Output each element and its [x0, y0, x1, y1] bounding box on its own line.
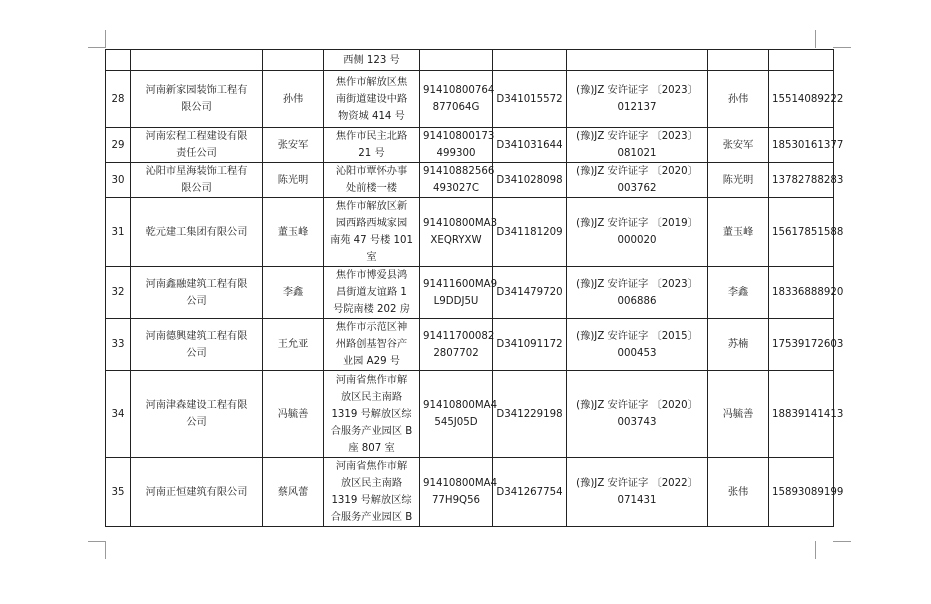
- safety-cert-cell: [567, 50, 708, 71]
- legal-rep-cell: [263, 371, 324, 458]
- qualification-no-text: D341015572: [496, 93, 563, 105]
- address-text: 处前楼一楼: [346, 183, 397, 194]
- address-cell: [324, 319, 420, 371]
- company-text: 限公司: [181, 102, 212, 113]
- address-text: 沁阳市覃怀办事: [335, 166, 408, 177]
- company-text: 乾元建工集团有限公司: [145, 226, 248, 238]
- credit-code-text: L9DDJ5U: [433, 295, 479, 307]
- credit-code-cell: [420, 71, 493, 128]
- qualification-no-cell: [493, 267, 567, 319]
- address-cell: [324, 198, 420, 267]
- safety-cert-text: (豫)JZ 安许证字 〔2023〕: [576, 131, 698, 142]
- no-cell: [106, 458, 131, 527]
- address-line: 西侧 123 号: [343, 54, 400, 66]
- phone-cell: [769, 71, 844, 128]
- company-text: 公司: [186, 347, 207, 359]
- legal-rep-cell: [263, 319, 324, 371]
- address-text: 昌街道友谊路 1: [336, 287, 407, 298]
- address-text: 合服务产业园区 B: [330, 512, 413, 523]
- table-row: [106, 198, 834, 267]
- credit-code-cell: [420, 128, 493, 163]
- safety-cert-text: (豫)JZ 安许证字 〔2022〕: [576, 478, 698, 489]
- phone-text: 18839141413: [772, 408, 844, 420]
- legal-rep-cell: [263, 198, 324, 267]
- company-cell: [131, 128, 263, 163]
- credit-code-text: 91410800173: [423, 131, 495, 142]
- safety-cert-text: 071431: [617, 495, 657, 506]
- legal-rep-cell: [263, 128, 324, 163]
- table-row: [106, 128, 834, 163]
- legal-rep-cell: [263, 458, 324, 527]
- legal-rep-cell: [263, 71, 324, 128]
- address-text: 河南省焦作市解: [335, 461, 408, 472]
- address-text: 1319 号解放区综: [331, 408, 412, 420]
- table-row: [106, 319, 834, 371]
- credit-code-text: 91411600MA9: [423, 278, 498, 290]
- no-cell: [106, 371, 131, 458]
- manager-cell: [708, 319, 769, 371]
- phone-cell: [769, 50, 834, 71]
- address-text: 业园 A29 号: [343, 356, 400, 367]
- phone-cell: [769, 198, 844, 267]
- phone-cell: [769, 319, 844, 371]
- safety-cert-text: (豫)JZ 安许证字 〔2023〕: [576, 85, 698, 96]
- credit-code-text: 91410800MA3: [423, 218, 498, 229]
- address-text: 座 807 室: [348, 442, 395, 454]
- company-text: 河南津森建设工程有限: [145, 400, 248, 411]
- address-text: 焦作市示范区神: [335, 322, 408, 333]
- safety-cert-text: (豫)JZ 安许证字 〔2019〕: [576, 218, 698, 229]
- credit-code-text: 91411700082: [423, 330, 495, 342]
- table-row: [106, 267, 834, 319]
- table-row-continued: [106, 50, 834, 71]
- address-cell: [324, 267, 420, 319]
- company-cell: [131, 267, 263, 319]
- credit-code-cell: [420, 163, 493, 198]
- address-cell: [324, 458, 420, 527]
- no-text: 31: [111, 226, 125, 238]
- legal-rep-text: 陈光明: [277, 174, 309, 186]
- no-cell: [106, 319, 131, 371]
- company-cell: [131, 458, 263, 527]
- manager-text: 张伟: [727, 486, 749, 498]
- qualification-no-text: D341181209: [496, 226, 563, 238]
- phone-cell: [769, 267, 844, 319]
- legal-rep-text: 王允亚: [277, 339, 309, 350]
- safety-cert-text: (豫)JZ 安许证字 〔2020〕: [576, 166, 698, 177]
- address-cell: [324, 128, 420, 163]
- credit-code-text: 2807702: [433, 347, 479, 359]
- no-cell: [106, 50, 131, 71]
- company-cell: [131, 163, 263, 198]
- safety-cert-cell: [567, 71, 708, 128]
- qualification-no-cell: [493, 50, 567, 71]
- company-text: 河南正恒建筑有限公司: [145, 486, 248, 498]
- address-cell: [324, 371, 420, 458]
- credit-code-cell: [420, 50, 493, 71]
- phone-text: 13782788283: [772, 174, 844, 186]
- legal-rep-cell: [263, 267, 324, 319]
- qualification-no-cell: [493, 163, 567, 198]
- manager-cell: [708, 458, 769, 527]
- safety-cert-text: 000453: [617, 347, 657, 359]
- manager-cell: [708, 198, 769, 267]
- phone-text: 15514089222: [772, 93, 844, 105]
- manager-cell: [708, 163, 769, 198]
- safety-cert-text: 012137: [617, 102, 657, 113]
- no-cell: [106, 71, 131, 128]
- legal-rep-text: 孙伟: [282, 93, 304, 105]
- address-text: 号院南楼 202 房: [333, 304, 410, 315]
- safety-cert-text: 006886: [617, 295, 657, 307]
- address-text: 园西路西城家园: [335, 218, 408, 229]
- address-text: 南街道建设中路: [335, 93, 408, 105]
- safety-cert-cell: [567, 128, 708, 163]
- crop-mark-bottom-left-h: [88, 541, 106, 542]
- manager-cell: [708, 128, 769, 163]
- credit-code-text: 499300: [436, 148, 476, 159]
- no-text: 29: [111, 139, 125, 151]
- manager-text: 孙伟: [727, 93, 749, 105]
- safety-cert-cell: [567, 458, 708, 527]
- credit-code-text: XEQRYXW: [430, 235, 482, 246]
- qualification-no-text: D341479720: [496, 287, 563, 298]
- phone-cell: [769, 458, 844, 527]
- company-cell: [131, 319, 263, 371]
- credit-code-text: 91410882566: [423, 166, 495, 177]
- no-text: 35: [111, 486, 125, 498]
- safety-cert-text: 081021: [617, 148, 657, 159]
- credit-code-cell: [420, 319, 493, 371]
- phone-text: 18336888920: [772, 287, 844, 298]
- manager-cell: [708, 50, 769, 71]
- company-text: 河南鑫融建筑工程有限: [145, 278, 248, 290]
- company-text: 公司: [186, 417, 207, 428]
- safety-cert-cell: [567, 267, 708, 319]
- address-text: 放区民主南路: [340, 478, 403, 489]
- phone-cell: [769, 163, 844, 198]
- address-text: 南苑 47 号楼 101: [330, 235, 413, 246]
- company-text: 河南宏程工程建设有限: [145, 131, 248, 142]
- no-cell: [106, 128, 131, 163]
- table-row: [106, 458, 834, 527]
- manager-text: 董玉峰: [722, 226, 754, 238]
- table-row: [106, 371, 834, 458]
- no-text: 34: [111, 408, 125, 420]
- crop-mark-top-right-h: [833, 47, 851, 48]
- phone-text: 15893089199: [772, 486, 844, 498]
- company-text: 沁阳市星海装饰工程有: [145, 166, 248, 177]
- address-text: 焦作市民主北路: [335, 131, 408, 142]
- legal-rep-text: 冯毓善: [277, 408, 309, 420]
- manager-text: 冯毓善: [722, 408, 754, 420]
- table-row: [106, 71, 834, 128]
- address-text: 州路创基智谷产: [335, 339, 408, 350]
- qualification-no-text: D341091172: [496, 339, 563, 350]
- qualification-no-text: D341229198: [496, 408, 563, 420]
- qualification-no-cell: [493, 458, 567, 527]
- crop-mark-top-left-h: [88, 47, 106, 48]
- safety-cert-cell: [567, 163, 708, 198]
- legal-rep-text: 蔡风蕾: [277, 486, 309, 498]
- safety-cert-text: (豫)JZ 安许证字 〔2015〕: [576, 330, 698, 342]
- company-text: 公司: [186, 295, 207, 307]
- address-cell: [324, 163, 420, 198]
- company-text: 河南新家园装饰工程有: [145, 85, 248, 96]
- credit-code-text: 545J05D: [434, 417, 478, 428]
- qualification-no-text: D341031644: [496, 139, 563, 151]
- crop-mark-top-right-v: [815, 30, 816, 48]
- no-text: 30: [111, 174, 125, 186]
- company-text: 河南德興建筑工程有限: [145, 330, 248, 342]
- manager-text: 李鑫: [727, 287, 749, 298]
- crop-mark-bottom-left-v: [105, 541, 106, 559]
- legal-rep-cell: [263, 50, 324, 71]
- table-row: [106, 163, 834, 198]
- company-text: 限公司: [181, 183, 212, 194]
- address-text: 1319 号解放区综: [331, 495, 412, 506]
- qualification-no-cell: [493, 128, 567, 163]
- no-text: 32: [111, 287, 125, 298]
- address-text: 河南省焦作市解: [335, 374, 408, 386]
- qualification-no-cell: [493, 198, 567, 267]
- company-text: 责任公司: [176, 148, 217, 159]
- credit-code-text: 493027C: [432, 183, 479, 194]
- legal-rep-text: 张安军: [277, 139, 309, 151]
- company-cell: [131, 50, 263, 71]
- address-text: 焦作市解放区新: [335, 201, 408, 212]
- qualification-no-cell: [493, 71, 567, 128]
- manager-cell: [708, 267, 769, 319]
- legal-rep-cell: [263, 163, 324, 198]
- safety-cert-text: 000020: [617, 235, 657, 246]
- phone-text: 17539172603: [772, 339, 844, 350]
- crop-mark-bottom-right-v: [815, 541, 816, 559]
- safety-cert-cell: [567, 198, 708, 267]
- no-cell: [106, 163, 131, 198]
- no-text: 28: [111, 93, 125, 105]
- safety-cert-text: 003762: [617, 183, 657, 194]
- address-text: 室: [366, 252, 377, 263]
- table-body: [106, 50, 844, 527]
- company-cell: [131, 71, 263, 128]
- address-cell: [324, 50, 420, 71]
- address-cell: [324, 71, 420, 128]
- address-text: 焦作市博爱县鸿: [335, 270, 408, 281]
- legal-rep-text: 董玉峰: [277, 226, 309, 238]
- credit-code-text: 91410800MA4: [423, 400, 498, 411]
- address-text: 焦作市解放区焦: [335, 76, 408, 88]
- phone-cell: [769, 128, 844, 163]
- safety-cert-text: 003743: [617, 417, 657, 428]
- qualification-no-text: D341267754: [496, 486, 563, 498]
- crop-mark-top-left-v: [105, 30, 106, 48]
- credit-code-cell: [420, 267, 498, 319]
- manager-cell: [708, 371, 769, 458]
- legal-rep-text: 李鑫: [282, 287, 304, 298]
- credit-code-cell: [420, 198, 498, 267]
- company-cell: [131, 198, 263, 267]
- manager-cell: [708, 71, 769, 128]
- address-text: 合服务产业园区 B: [330, 425, 413, 437]
- safety-cert-cell: [567, 371, 708, 458]
- manager-text: 张安军: [722, 139, 754, 151]
- address-text: 物资城 414 号: [338, 110, 405, 122]
- enterprise-table: [105, 49, 844, 527]
- credit-code-cell: [420, 458, 498, 527]
- address-text: 放区民主南路: [340, 391, 403, 403]
- crop-mark-bottom-right-h: [833, 541, 851, 542]
- credit-code-text: 77H9Q56: [431, 495, 481, 506]
- no-cell: [106, 198, 131, 267]
- phone-text: 18530161377: [772, 139, 844, 151]
- qualification-no-text: D341028098: [496, 174, 563, 186]
- credit-code-text: 91410800MA4: [423, 478, 498, 489]
- no-cell: [106, 267, 131, 319]
- phone-cell: [769, 371, 844, 458]
- credit-code-text: 91410800764: [423, 85, 495, 96]
- safety-cert-text: (豫)JZ 安许证字 〔2023〕: [576, 278, 698, 290]
- manager-text: 陈光明: [722, 174, 754, 186]
- qualification-no-cell: [493, 319, 567, 371]
- no-text: 33: [111, 339, 125, 350]
- manager-text: 苏楠: [727, 339, 749, 350]
- credit-code-text: 877064G: [432, 102, 480, 113]
- safety-cert-cell: [567, 319, 708, 371]
- safety-cert-text: (豫)JZ 安许证字 〔2020〕: [576, 400, 698, 411]
- phone-text: 15617851588: [772, 226, 844, 238]
- company-cell: [131, 371, 263, 458]
- qualification-no-cell: [493, 371, 567, 458]
- address-text: 21 号: [358, 148, 385, 159]
- credit-code-cell: [420, 371, 498, 458]
